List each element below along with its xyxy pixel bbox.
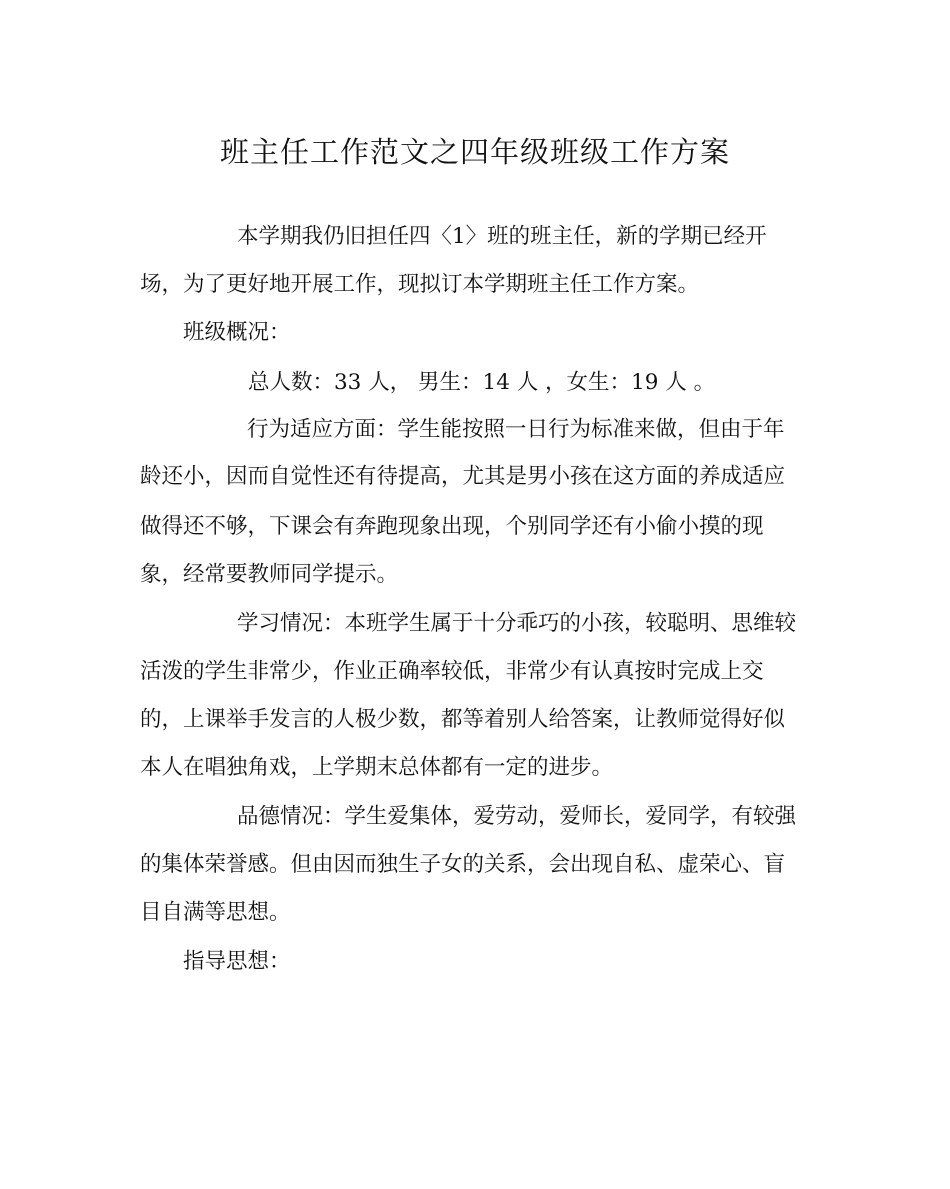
class-stats-line: 总人数：33 人， 男生：14 人 ，女生：19 人 。 <box>248 370 716 395</box>
intro-line-2: 场，为了更好地开展工作，现拟订本学期班主任工作方案。 <box>140 272 700 297</box>
study-line-2: 活泼的学生非常少，作业正确率较低，非常少有认真按时完成上交 <box>140 659 764 684</box>
behavior-line-2: 龄还小，因而自觉性还有待提高，尤其是男小孩在这方面的养成适应 <box>140 464 786 489</box>
morality-line-2: 的集体荣誉感。但由因而独生子女的关系，会出现自私、虚荣心、盲 <box>140 852 786 877</box>
behavior-line-1: 行为适应方面：学生能按照一日行为标准来做，但由于年 <box>247 417 785 442</box>
behavior-line-3: 做得还不够，下课会有奔跑现象出现，个别同学还有小偷小摸的现 <box>140 514 764 539</box>
study-line-3: 的，上课举手发言的人极少数，都等着别人给答案，让教师觉得好似 <box>140 707 786 732</box>
class-overview-heading: 班级概况： <box>183 320 291 345</box>
intro-line-1: 本学期我仍旧担任四〈1〉班的班主任，新的学期已经开 <box>237 224 767 249</box>
study-line-4: 本人在唱独角戏，上学期末总体都有一定的进步。 <box>140 755 614 780</box>
behavior-line-4: 象，经常要教师同学提示。 <box>140 562 399 587</box>
document-title: 班主任工作范文之四年级班级工作方案 <box>219 135 730 169</box>
morality-line-1: 品德情况：学生爱集体，爱劳动，爱师长，爱同学，有较强 <box>237 804 797 829</box>
morality-line-3: 目自满等思想。 <box>140 900 291 925</box>
study-line-1: 学习情况：本班学生属于十分乖巧的小孩，较聪明、思维较 <box>237 611 797 636</box>
guiding-heading: 指导思想： <box>183 949 291 974</box>
